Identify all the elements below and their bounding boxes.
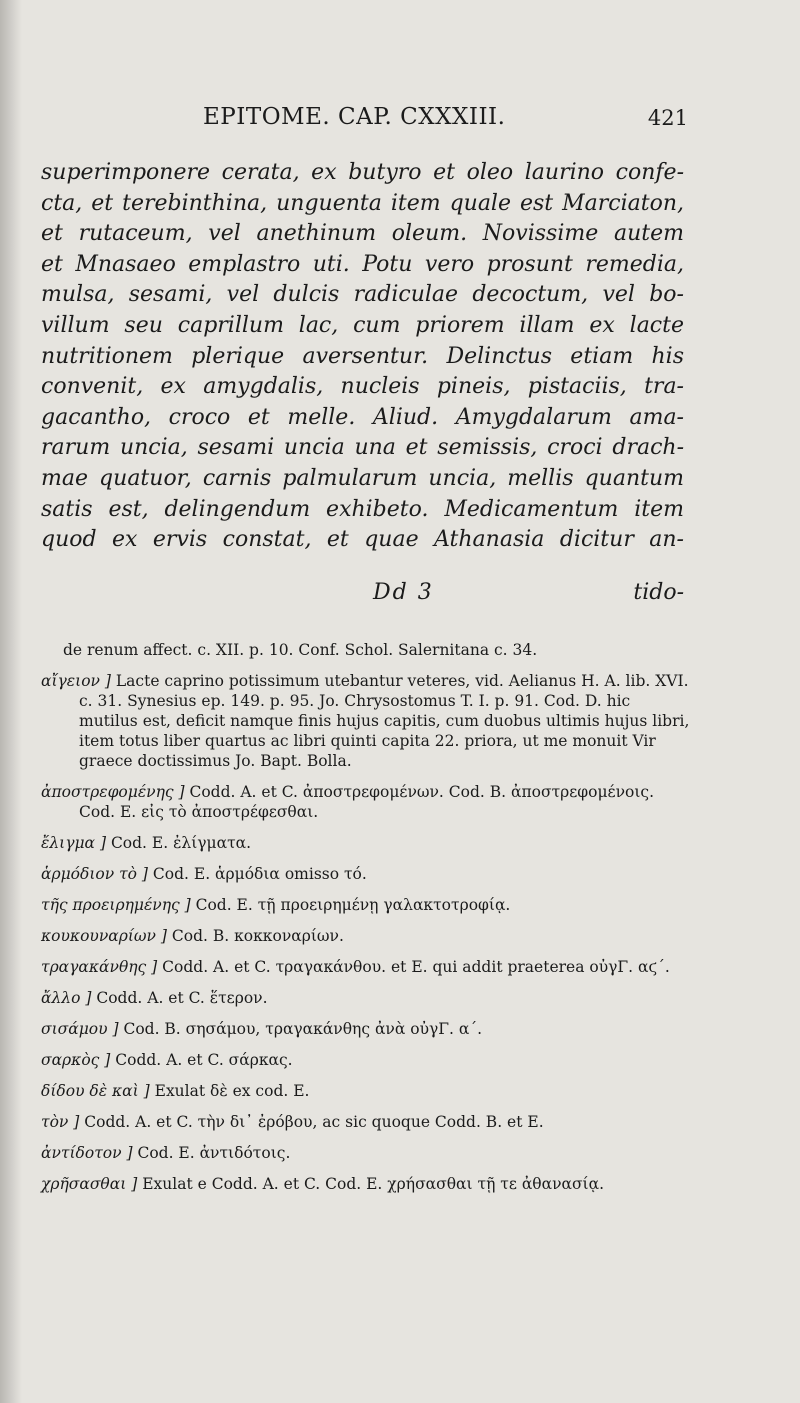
- text-line: cta, et terebinthina, unguenta item quale est Marciaton,: [41, 190, 684, 216]
- note-lemma: αἴγειον ]: [41, 672, 111, 690]
- text-line: superimponere cerata, ex butyro et oleo laurino confe-: [41, 160, 684, 185]
- note-lemma: δίδου δὲ καὶ ]: [41, 1082, 150, 1100]
- note-text: Exulat δὲ ex cod. E.: [154, 1082, 310, 1100]
- note-entry: [41, 1112, 691, 1132]
- text-line: convenit, ex amygdalis, nucleis pineis, pistaciis, tra-: [41, 374, 684, 400]
- text-line: gacantho, croco et melle. Aliud. Amygdalarum ama-: [41, 404, 684, 430]
- page-number: 421: [647, 106, 688, 130]
- note-text: Cod. E. ἁρμόδια omisso τό.: [152, 865, 367, 883]
- note-lemma: ἁρμόδιον τὸ ]: [41, 865, 148, 883]
- note-lemma: ἄλλο ]: [41, 989, 92, 1007]
- note-lemma: κουκουναρίων ]: [41, 927, 167, 945]
- critical-notes: [41, 640, 691, 1205]
- note-lemma: σισάμου ]: [41, 1020, 119, 1038]
- note-text: Cod. E. ἐλίγματα.: [110, 834, 252, 852]
- note-lemma: ἀποστρεφομένης ]: [41, 783, 185, 801]
- text-line: mulsa, sesami, vel dulcis radiculae decoctum, vel bo-: [41, 282, 684, 308]
- note-entry: [41, 1019, 691, 1039]
- text-line: satis est, delingendum exhibeto. Medicamentum item: [41, 496, 684, 522]
- note-text: Cod. E. ἀντιδότοις.: [137, 1144, 291, 1162]
- note-entry: [41, 988, 691, 1008]
- signature-mark: Dd 3: [373, 580, 434, 605]
- note-entry: [41, 1174, 691, 1194]
- note-text: Cod. E. τῇ προειρημένῃ γαλακτοτροφίᾳ.: [195, 896, 511, 914]
- note-text: Codd. A. et C. τραγακάνθου. et E. qui addit praeterea οὐγΓ. αϛ΄.: [162, 958, 670, 976]
- note-lemma: τὸν ]: [41, 1113, 80, 1131]
- note-entry: [41, 864, 691, 884]
- text-line: et Mnasaeo emplastro uti. Potu vero prosunt remedia,: [41, 251, 684, 277]
- note-entry: [41, 833, 691, 853]
- note-text: Cod. B. κοκκοναρίων.: [171, 927, 344, 945]
- note-text: Cod. B. σησάμου, τραγακάνθης ἀνὰ οὐγΓ. α΄.: [123, 1020, 483, 1038]
- text-line: mae quatuor, carnis palmularum uncia, mellis quantum: [41, 465, 684, 491]
- note-entry: [41, 671, 691, 771]
- note-lemma: χρῆσασθαι ]: [41, 1175, 138, 1193]
- catchword: tido-: [633, 580, 684, 605]
- text-line: quod ex ervis constat, et quae Athanasia dicitur an-: [41, 527, 684, 553]
- running-title: EPITOME. CAP. CXXXIII.: [203, 104, 506, 130]
- note-entry: [41, 640, 691, 660]
- note-text: Lacte caprino potissimum utebantur veteres, vid. Aelianus H. A. lib. XVI. c. 31. Synesius ep. 149. p. 95. Jo. Chrysostomus T. I. p. 91. Cod. D. hic mutilus est, deficit namque finis hujus capitis, cum duobus ultimis hujus libri, item totus liber quartus ac libri quinti capita 22. priora, ut me monuit Vir graece doctissimus Jo. Bapt. Bolla.: [79, 672, 690, 770]
- note-lemma: σαρκὸς ]: [41, 1051, 111, 1069]
- page-gutter-shadow: [0, 0, 22, 1403]
- note-entry: [41, 1081, 691, 1101]
- note-lemma: ἔλιγμα ]: [41, 834, 106, 852]
- note-lemma: ἀντίδοτον ]: [41, 1144, 133, 1162]
- note-text: Codd. A. et C. σάρκας.: [115, 1051, 293, 1069]
- main-text: [41, 158, 684, 556]
- text-line: villum seu caprillum lac, cum priorem illam ex lacte: [41, 312, 684, 338]
- text-line: et rutaceum, vel anethinum oleum. Novissime autem: [41, 221, 684, 247]
- note-text: de renum affect. c. XII. p. 10. Conf. Schol. Salernitana c. 34.: [63, 641, 538, 659]
- note-text: Codd. A. et C. τὴν δι᾽ ἐρόβου, ac sic quoque Codd. B. et E.: [84, 1113, 544, 1131]
- note-entry: [41, 782, 691, 822]
- note-entry: [41, 1143, 691, 1163]
- note-text: Codd. A. et C. ἀποστρεφομένων. Cod. B. ἀποστρεφομένοις. Cod. E. εἰς τὸ ἀποστρέφεσθαι.: [79, 783, 655, 821]
- note-entry: [41, 895, 691, 915]
- page-header: [203, 104, 688, 138]
- note-text: Codd. A. et C. ἕτερον.: [96, 989, 268, 1007]
- note-entry: [41, 926, 691, 946]
- note-entry: [41, 1050, 691, 1070]
- note-text: Exulat e Codd. A. et C. Cod. E. χρήσασθαι τῇ τε ἀθανασίᾳ.: [142, 1175, 605, 1193]
- signature-row: [41, 580, 684, 610]
- text-line: rarum uncia, sesami uncia una et semissis, croci drach-: [41, 435, 684, 461]
- note-lemma: τραγακάνθης ]: [41, 958, 158, 976]
- text-line: nutritionem plerique aversentur. Delinctus etiam his: [41, 343, 684, 369]
- note-entry: [41, 957, 691, 977]
- note-lemma: τῆς προειρημένης ]: [41, 896, 191, 914]
